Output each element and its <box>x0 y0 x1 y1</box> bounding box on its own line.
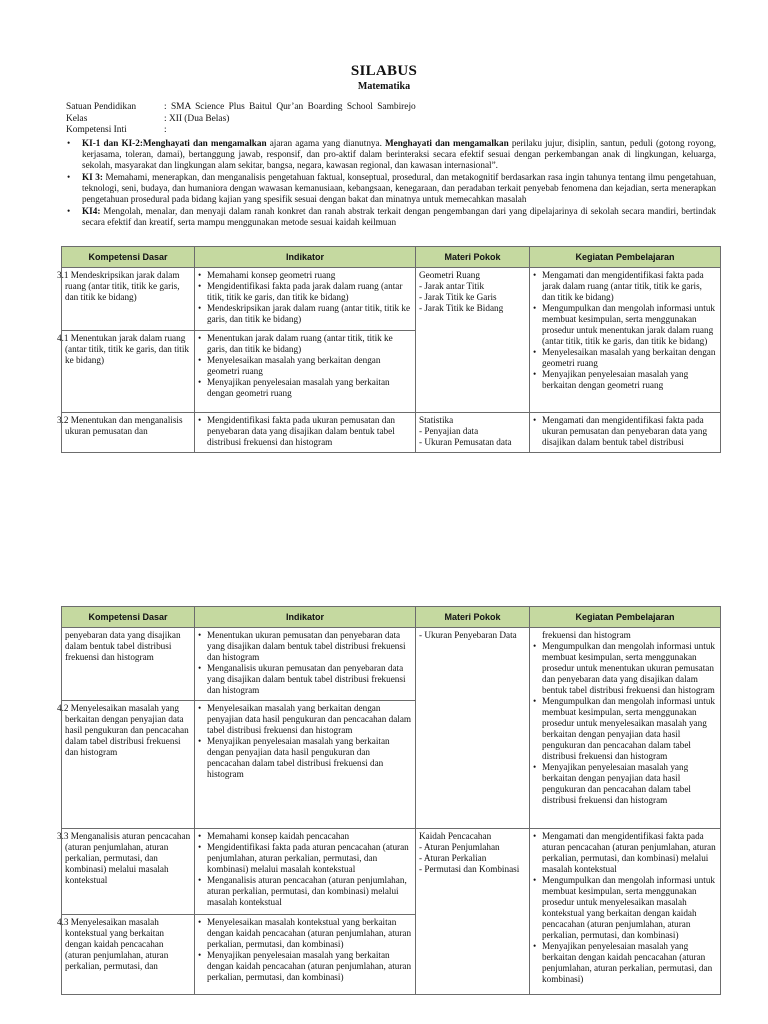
materi-cell: Kaidah Pencacahan - Aturan Penjumlahan - Aturan Perkalian - Permutasi dan Kombinasi <box>416 829 530 995</box>
kd-cell: 4.1 Menentukan jarak dalam ruang (antar titik, titik ke garis, dan titik ke bidang) <box>62 331 195 413</box>
meta-value: : SMA Science Plus Baitul Qur’an Boarding School Sambirejo <box>164 102 416 112</box>
materi-cell: - Ukuran Penyebaran Data <box>416 628 530 829</box>
kd-cell: penyebaran data yang disajikan dalam bentuk tabel distribusi frekuensi dan histogram <box>62 628 195 701</box>
kd-cell: 4.2 Menyelesaikan masalah yang berkaitan dengan penyajian data hasil pengukuran dan pencacahan dalam tabel distribusi frekuensi dan histogram <box>62 701 195 829</box>
indikator-cell: • Menyelesaikan masalah kontekstual yang berkaitan dengan kaidah pencacahan (aturan penjumlahan, aturan perkalian, permutasi, dan kombinasi) • Menyajikan penyelesaian masalah yang berkaitan dengan kaidah pencacahan (aturan penjumlahan, aturan perkalian, permutasi, dan kombinasi) <box>195 915 416 995</box>
header-materi: Materi Pokok <box>416 247 530 268</box>
header-materi: Materi Pokok <box>416 607 530 628</box>
indikator-cell: • Menentukan ukuran pemusatan dan penyebaran data yang disajikan dalam bentuk tabel distribusi frekuensi dan histogram • Menganalisis ukuran pemusatan dan penyebaran data yang disajikan dalam bentuk tabel distribusi frekuensi dan histogram <box>195 628 416 701</box>
meta-value: : <box>164 125 167 136</box>
table-header-row <box>62 247 721 268</box>
table-header-row <box>62 607 721 628</box>
ki-item: • KI-1 dan KI-2:Menghayati dan mengamalkan ajaran agama yang dianutnya. Menghayati dan mengamalkan perilaku jujur, disiplin, santun, peduli (gotong royong, kerjasama, toleran, damai), bertanggung jawab, responsif, dan pro-aktif dalam berinteraksi secara efektif sesuai dengan perkembangan anak di lingkungan, keluarga, sekolah, masyarakat dan lingkungan alam sekitar, bangsa, negara, kawasan regional, dan kawasan internasional”. <box>67 137 716 170</box>
table-row <box>62 628 721 701</box>
materi-cell: Statistika - Penyajian data - Ukuran Pemusatan data <box>416 413 530 453</box>
table-row <box>62 268 721 331</box>
header-kegiatan: Kegiatan Pembelajaran <box>530 247 721 268</box>
table-row <box>62 413 721 453</box>
header-kd: Kompetensi Dasar <box>62 247 195 268</box>
kegiatan-cell: • Mengamati dan mengidentifikasi fakta pada ukuran pemusatan dan penyebaran data yang disajikan dalam bentuk tabel distribusi <box>530 413 721 453</box>
indikator-cell: • Menyelesaikan masalah yang berkaitan dengan penyajian data hasil pengukuran dan pencacahan dalam tabel distribusi frekuensi dan histogram • Menyajikan penyelesaian masalah yang berkaitan dengan penyajian data hasil pengukuran dan pencacahan dalam tabel distribusi frekuensi dan histogram <box>195 701 416 829</box>
syllabus-table-2 <box>57 606 721 995</box>
kegiatan-cell: • Mengamati dan mengidentifikasi fakta pada jarak dalam ruang (antar titik, titik ke garis, dan titik ke bidang) • Mengumpulkan dan mengolah informasi untuk membuat kesimpulan, serta menggunakan prosedur untuk menentukan jarak dalam ruang (antar titik, titik ke garis, dan titik ke bidang) • Menyelesaikan masalah yang berkaitan dengan geometri ruang • Menyajikan penyelesaian masalah yang berkaitan dengan geometri ruang <box>530 268 721 413</box>
meta-row-ki <box>66 125 716 137</box>
kd-cell: 4.3 Menyelesaikan masalah kontekstual yang berkaitan dengan kaidah pencacahan (aturan penjumlahan, aturan perkalian, permutasi, dan <box>62 915 195 995</box>
indikator-cell: • Memahami konsep geometri ruang • Mengidentifikasi fakta pada jarak dalam ruang (antar titik, titik ke garis, dan titik ke bidang) • Mendeskripsikan jarak dalam ruang (antar titik, titik ke garis, dan titik ke bidang) <box>195 268 416 331</box>
core-competency-list <box>66 138 716 228</box>
kd-cell: 3.2 Menentukan dan menganalisis ukuran pemusatan dan <box>62 413 195 453</box>
meta-label: Satuan Pendidikan <box>66 102 137 112</box>
meta-label: Kelas <box>66 113 88 124</box>
table-row <box>62 829 721 915</box>
ki-item: • KI4: Mengolah, menalar, dan menyaji dalam ranah konkret dan ranah abstrak terkait dengan pengembangan dari yang dipelajarinya di sekolah secara mandiri, bertindak secara efektif dan kreatif, serta mampu menggunakan metode sesuai kaidah keilmuan <box>67 205 716 227</box>
syllabus-meta <box>66 102 716 229</box>
header-kd: Kompetensi Dasar <box>62 607 195 628</box>
document-subtitle: Matematika <box>357 81 411 92</box>
kd-cell: 3.1 Mendeskripsikan jarak dalam ruang (antar titik, titik ke garis, dan titik ke bidang) <box>62 268 195 331</box>
syllabus-table-1 <box>57 246 721 453</box>
indikator-cell: • Memahami konsep kaidah pencacahan • Mengidentifikasi fakta pada aturan pencacahan (aturan penjumlahan, aturan perkalian, permutasi, dan kombinasi) melalui masalah kontekstual • Menganalisis aturan pencacahan (aturan penjumlahan, aturan perkalian, permutasi, dan kombinasi) melalui masalah kontekstual <box>195 829 416 915</box>
meta-label: Kompetensi Inti <box>66 125 127 136</box>
meta-row-school <box>66 102 716 114</box>
kegiatan-cell: frekuensi dan histogram • Mengumpulkan dan mengolah informasi untuk membuat kesimpulan, serta menggunakan prosedur untuk menentukan ukuran pemusatan dan penyebaran data yang disajikan dalam bentuk tabel distribusi frekuensi dan histogram • Mengumpulkan dan mengolah informasi untuk membuat kesimpulan, serta menggunakan prosedur untuk menyelesaikan masalah yang berkaitan dengan penyajian data hasil pengukuran dan pencacahan dalam tabel distribusi frekuensi dan histogram • Menyajikan penyelesaian masalah yang berkaitan dengan penyajian data hasil pengukuran dan pencacahan dalam tabel distribusi frekuensi dan histogram <box>530 628 721 829</box>
header-indikator: Indikator <box>195 247 416 268</box>
header-kegiatan: Kegiatan Pembelajaran <box>530 607 721 628</box>
kd-cell: 3.3 Menganalisis aturan pencacahan (aturan penjumlahan, aturan perkalian, permutasi, dan kombinasi) melalui masalah kontekstual <box>62 829 195 915</box>
meta-value: : XII (Dua Belas) <box>164 113 230 124</box>
indikator-cell: • Menentukan jarak dalam ruang (antar titik, titik ke garis, dan titik ke bidang) • Menyelesaikan masalah yang berkaitan dengan geometri ruang • Menyajikan penyelesaian masalah yang berkaitan dengan geometri ruang <box>195 331 416 413</box>
kegiatan-cell: • Mengamati dan mengidentifikasi fakta pada aturan pencacahan (aturan penjumlahan, aturan perkalian, permutasi, dan kombinasi) melalui masalah kontekstual • Mengumpulkan dan mengolah informasi untuk membuat kesimpulan, serta menggunakan prosedur untuk menyelesaikan masalah kontekstual yang berkaitan dengan kaidah pencacahan (aturan penjumlahan, aturan perkalian, permutasi, dan kombinasi) • Menyajikan penyelesaian masalah yang berkaitan dengan kaidah pencacahan (aturan penjumlahan, aturan perkalian, permutasi, dan kombinasi) <box>530 829 721 995</box>
document-title: SILABUS <box>350 63 418 79</box>
materi-cell: Geometri Ruang - Jarak antar Titik - Jarak Titik ke Garis - Jarak Titik ke Bidang <box>416 268 530 413</box>
indikator-cell: • Mengidentifikasi fakta pada ukuran pemusatan dan penyebaran data yang disajikan dalam bentuk tabel distribusi frekuensi dan histogram <box>195 413 416 453</box>
header-indikator: Indikator <box>195 607 416 628</box>
ki-item: • KI 3: Memahami, menerapkan, dan menganalisis pengetahuan faktual, konseptual, prosedural, dan metakognitif berdasarkan rasa ingin tahunya tentang ilmu pengetahuan, teknologi, seni, budaya, dan humaniora dengan wawasan kemanusiaan, kebangsaan, kenegaraan, dan peradaban terkait penyebab fenomena dan kejadian, serta menerapkan pengetahuan prosedural pada bidang kajian yang spesifik sesuai dengan bakat dan minatnya untuk memecahkan masalah <box>67 171 717 204</box>
meta-row-class <box>66 114 716 126</box>
